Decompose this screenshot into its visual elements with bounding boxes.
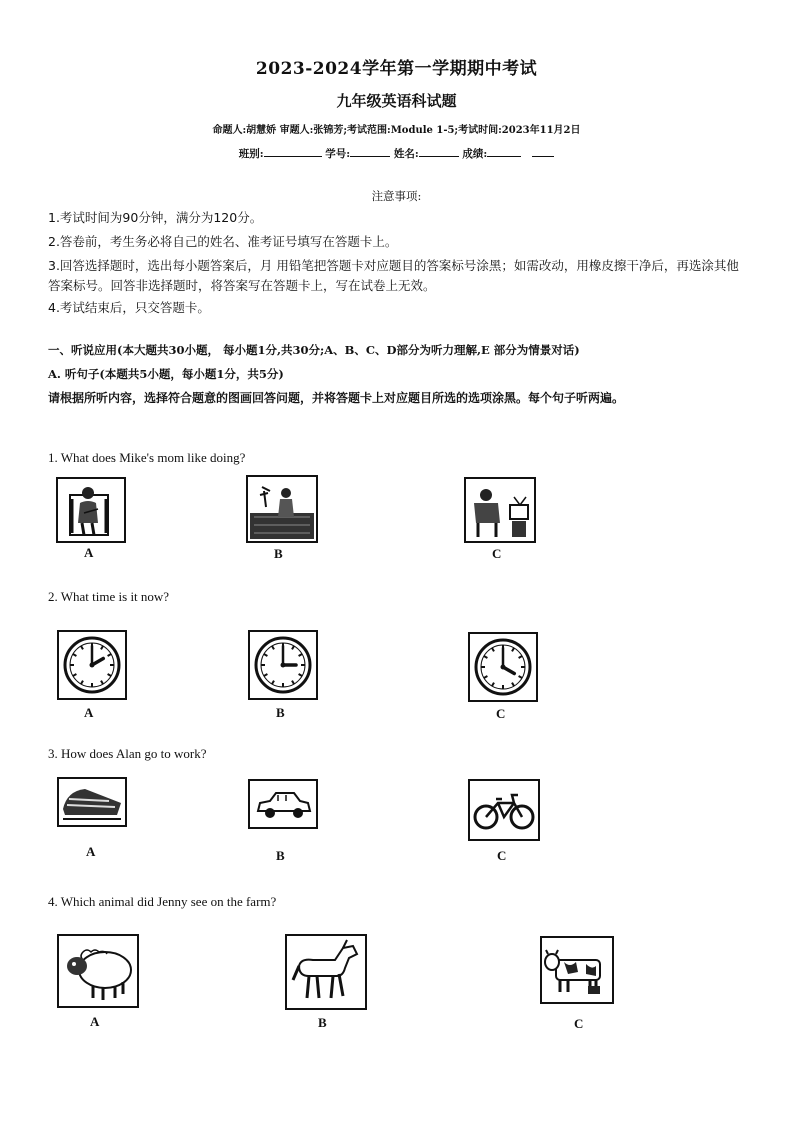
- exam-title: 2023-2024学年第一学期期中考试: [255, 59, 538, 79]
- extra-blank: [532, 146, 554, 157]
- woman-planting-icon: [248, 477, 316, 541]
- option-label: B: [276, 705, 285, 720]
- notice-item: 2.答卷前，考生务必将自己的姓名、准考证号填写在答题卡上。: [48, 234, 398, 249]
- option-3b: [248, 779, 318, 829]
- option-label: A: [86, 844, 96, 859]
- option-4a: [57, 934, 139, 1008]
- notice-item: 4.考试结束后，只交答题卡。: [48, 300, 210, 315]
- clock-icon: [250, 632, 316, 698]
- sheep-icon: [59, 936, 137, 1006]
- option-label: A: [90, 1014, 100, 1029]
- option-4b: [285, 934, 367, 1010]
- clock-icon: [59, 632, 125, 698]
- notice-item: 1.考试时间为90分钟，满分为120分。: [48, 210, 263, 225]
- option-label: B: [276, 848, 285, 863]
- option-label: C: [497, 848, 507, 863]
- option-4c: [540, 936, 614, 1004]
- exam-subtitle: 九年级英语科试题: [336, 92, 457, 110]
- woman-knitting-icon: [58, 479, 124, 541]
- horse-icon: [287, 936, 365, 1008]
- id-blank: [350, 146, 390, 157]
- option-label: B: [318, 1015, 327, 1030]
- part-a-heading: A. 听句子(本题共5小题，每小题1分，共5分): [48, 367, 284, 381]
- option-label: B: [274, 546, 283, 561]
- name-label: 姓名:: [393, 148, 419, 160]
- section-heading: 一、听说应用(本大题共30小题， 每小题1分,共30分;A、B、C、D部分为听力理解,E 部分为情景对话): [48, 343, 580, 357]
- score-blank: [487, 146, 521, 157]
- class-label: 班别:: [238, 148, 264, 160]
- student-info-line: [0, 146, 793, 161]
- score-label: 成绩:: [462, 148, 488, 160]
- option-3a: [57, 777, 127, 827]
- option-label: A: [84, 545, 94, 560]
- option-2a: [57, 630, 127, 700]
- option-label: A: [84, 705, 94, 720]
- question-4: 4. Which animal did Jenny see on the farm?: [48, 894, 277, 909]
- name-blank: [419, 146, 459, 157]
- option-3c: [468, 779, 540, 841]
- question-2: 2. What time is it now?: [48, 589, 170, 604]
- notice-heading: 注意事项:: [371, 189, 422, 203]
- class-blank: [264, 146, 322, 157]
- woman-watching-tv-icon: [466, 479, 534, 541]
- option-1a: [56, 477, 126, 543]
- cow-icon: [542, 938, 612, 1002]
- notice-item: 3.回答选择题时，选出每小题答案后，月 用铅笔把答题卡对应题目的答案标号涂黑；如需改动，用橡皮擦干净后，再选涂其他答案标号。回答非选择题时，将答案写在答题卡上，写在试卷上无效。: [48, 258, 739, 293]
- option-2c: [468, 632, 538, 702]
- question-1: 1. What does Mike's mom like doing?: [48, 450, 246, 465]
- option-2b: [248, 630, 318, 700]
- id-label: 学号:: [325, 148, 351, 160]
- question-3: 3. How does Alan go to work?: [48, 746, 207, 761]
- car-icon: [250, 781, 316, 827]
- option-1b: [246, 475, 318, 543]
- instruction-text: 请根据所听内容，选择符合题意的图画回答问题，并将答题卡上对应题目所选的选项涂黑。每个句子听两遍。: [48, 391, 625, 405]
- option-label: C: [574, 1016, 584, 1031]
- option-label: C: [496, 706, 506, 721]
- clock-icon: [470, 634, 536, 700]
- train-icon: [59, 779, 125, 825]
- option-1c: [464, 477, 536, 543]
- exam-meta: 命题人:胡慧娇 审题人:张锦芳;考试范围:Module 1-5;考试时间:2023年11月2日: [212, 125, 581, 136]
- option-label: C: [492, 546, 502, 561]
- bicycle-icon: [470, 781, 538, 839]
